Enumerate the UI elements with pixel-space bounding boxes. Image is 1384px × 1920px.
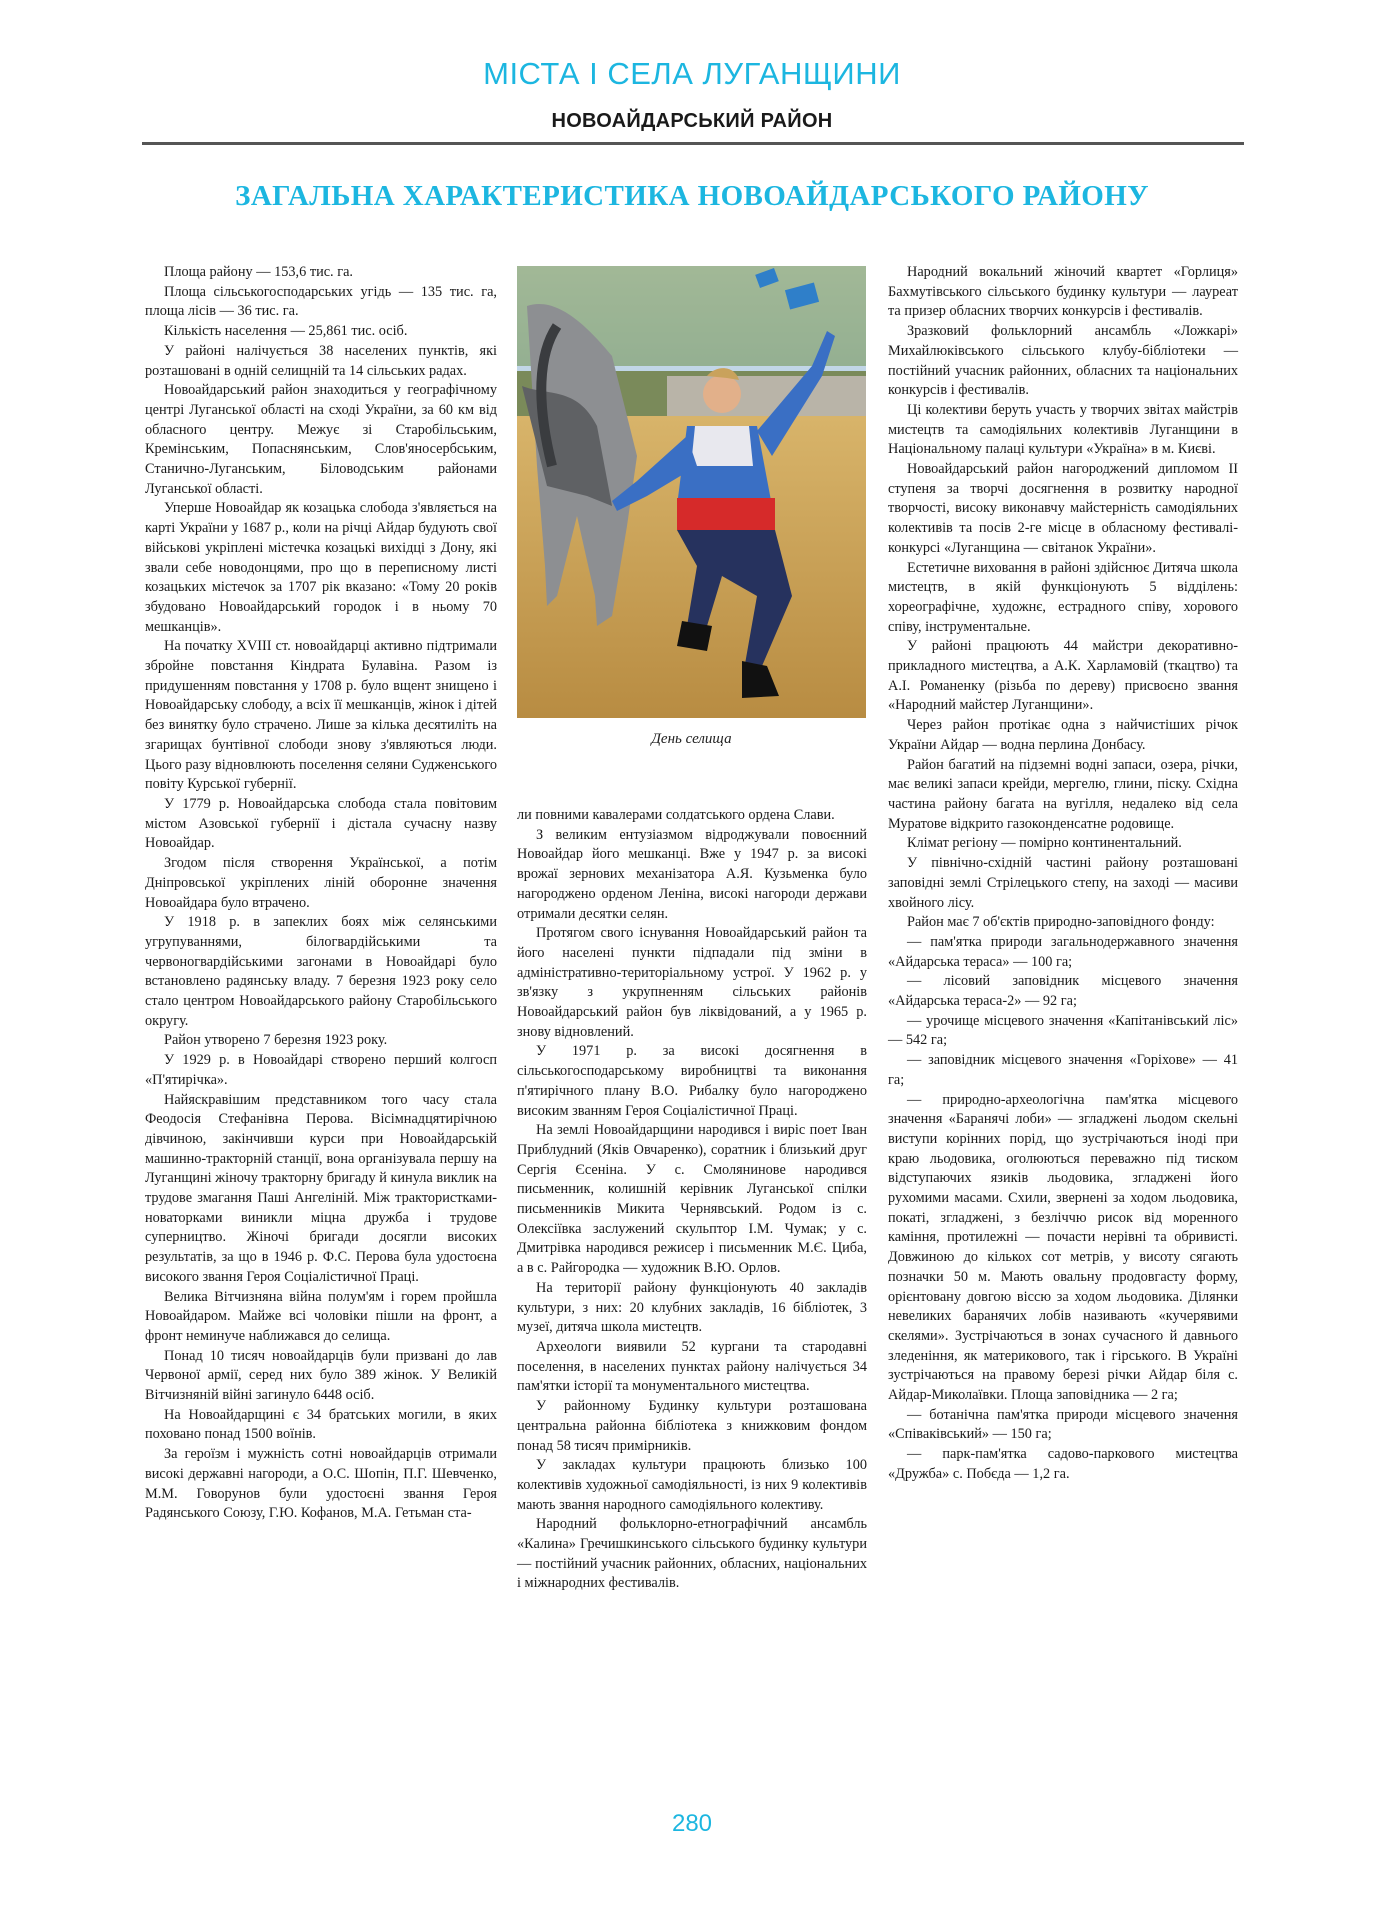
paragraph: З великим ентузіазмом відроджували повоєнний Новоайдар його мешканці. Вже у 1947 р. за високі врожаї зернових механізатора А.Я. Кузьменка було нагороджено орденом Леніна, високі нагороди держави отримали десятки селян.	[517, 826, 867, 922]
paragraph: У районі працюють 44 майстри декоративно-прикладного мистецтва, а А.К. Харламовій (ткацтво) та А.І. Романенку (різьба по дереву) присвоєно звання «Народний майстер Луганщини».	[888, 638, 1238, 714]
photo-caption: День селища	[651, 731, 732, 747]
paragraph: Народний фольклорно-етнографічний ансамбль «Калина» Гречишкинського сільського будинку культури — постійний учасник районних, обласних, національних і міжнародних фестивалів.	[517, 1516, 867, 1592]
paragraph: У закладах культури працюють близько 100 колективів художньої самодіяльності, із них 9 колективів мають звання народного самодіяльного колективу.	[517, 1457, 867, 1513]
page-number: 280	[671, 1810, 713, 1837]
paragraph: У північно-східній частині району розташовані заповідні землі Стрілецького степу, на заході — масиви хвойного лісу.	[888, 855, 1238, 911]
paragraph: Район має 7 об'єктів природно-заповідного фонду:	[907, 914, 1215, 931]
header-district: НОВОАЙДАРСЬКИЙ РАЙОН	[551, 110, 833, 132]
paragraph: Новоайдарський район знаходиться у географічному центрі Луганської області на сході України, за 60 км від обласного центру. Межує зі Старобільським, Кремінським, Попаснянським, Слов'яносербським, Станично-Луганським, Біловодським районами Луганської області.	[145, 382, 497, 497]
paragraph: На початку XVIII ст. новоайдарці активно підтримали збройне повстання Кіндрата Булавіна. Разом із придушенням повстання у 1708 р. було вщент знищено і Новоайдарську слободу, а всіх її мешканців, жінок і дітей без винятку було страчено. Лише за кілька десятиліть на згарищах бунтівної слободи знову з'являються люди. Цього разу відновлюють поселення селяни Судженського повіту Курської губернії.	[145, 638, 497, 793]
photo-horseman	[517, 266, 866, 718]
paragraph: Найяскравішим представником того часу стала Феодосія Стефанівна Перова. Вісімнадцятирічною дівчиною, закінчивши курси при Новоайдарській машинно-тракторній станції, вона організувала першу на Луганщині жіночу тракторну бригаду й кинула виклик на трудове змагання Паші Ангеліній. Між трактористками-новаторками виникли міцна дружба і трудове суперництво. Жіночі бригади досягли високих результатів, за що в 1946 р. Ф.С. Перова була удостоєна високого звання Героя Соціалістичної Праці.	[145, 1091, 497, 1285]
paragraph: Новоайдарський район нагороджений дипломом II ступеня за творчі досягнення в розвитку народної творчості, високу виконавчу майстерність самодіяльних колективів та посів 2-ге місце в обласному фестивалі-конкурсі «Луганщина — світанок України».	[888, 461, 1238, 556]
paragraph: На землі Новоайдарщини народився і виріс поет Іван Приблудний (Яків Овчаренко), соратник і близький друг Сергія Єсеніна. У с. Смолянинове народився письменник, колишній керівник Луганської спілки письменників Микита Чернявський. Родом із с. Олексіївка заслужений скульптор І.М. Чумак; у с. Дмитрівка народився режисер і письменник М.Є. Циба, а в с. Райгородка — художник В.Ю. Орлов.	[517, 1122, 867, 1277]
paragraph: — ботанічна пам'ятка природи місцевого значення «Співаківський» — 150 га;	[888, 1406, 1238, 1443]
paragraph: — пам'ятка природи загальнодержавного значення «Айдарська тераса» — 100 га;	[888, 933, 1238, 970]
paragraph: — заповідник місцевого значення «Горіхове» — 41 га;	[888, 1052, 1238, 1088]
paragraph: У 1918 р. в запеклих боях між селянськими угрупуваннями, білогвардійськими та червоногвардійськими загонами в Новоайдарі було встановлено радянську владу. 7 березня 1923 року село стало центром Новоайдарського району Старобільського округу.	[145, 914, 497, 1029]
paragraph: У 1929 р. в Новоайдарі створено перший колгосп «П'ятирічка».	[145, 1052, 497, 1088]
paragraph: Площа сільськогосподарських угідь — 135 тис. га, площа лісів — 36 тис. га.	[145, 283, 497, 320]
paragraph: Археологи виявили 52 кургани та стародавні поселення, в населених пунктах району налічується 34 пам'ятки історії та монументального мистецтва.	[517, 1338, 867, 1395]
paragraph: У 1971 р. за високі досягнення в сільськогосподарському виробництві та виконання п'ятирічного плану В.О. Рибалку було нагороджено високим званням Героя Соціалістичної Праці.	[517, 1043, 867, 1119]
paragraph: Площа району — 153,6 тис. га.	[164, 264, 353, 280]
paragraph: Протягом свого існування Новоайдарський район та його населені пункти підпадали під зміни в адміністративно-територіальному устрої. У 1962 р. у зв'язку з укрупненням сільських районів Новоайдарський район був ліквідований, а у 1965 р. знову відновлений.	[517, 925, 867, 1040]
paragraph: У 1779 р. Новоайдарська слобода стала повітовим містом Азовської губернії і дістала сучасну назву Новоайдар.	[145, 795, 497, 852]
paragraph: — урочище місцевого значення «Капітанівський ліс» — 542 га;	[888, 1012, 1238, 1049]
paragraph: Район багатий на підземні водні запаси, озера, річки, має великі запаси крейди, мергелю, глини, піску. Східна частина району багата на вугілля, недалеко від села Муратове відкрито газоконденсатне родовище.	[888, 756, 1238, 832]
paragraph: У районному Будинку культури розташована центральна районна бібліотека з книжковим фондом понад 58 тисяч примірників.	[517, 1398, 867, 1454]
paragraph: На Новоайдарщині є 34 братських могили, в яких поховано понад 1500 воїнів.	[145, 1406, 497, 1443]
paragraph: Народний вокальний жіночий квартет «Горлиця» Бахмутівського сільського будинку культури — лауреат та призер обласних творчих конкурсів і фестивалів.	[888, 264, 1238, 320]
paragraph: Понад 10 тисяч новоайдарців були призвані до лав Червоної армії, серед них було 389 жінок. У Великій Вітчизняній війні загинуло 6448 осіб.	[145, 1347, 497, 1404]
header-series: МІСТА І СЕЛА ЛУГАНЩИНИ	[483, 56, 901, 91]
paragraph: Кількість населення — 25,861 тис. осіб.	[164, 323, 408, 340]
paragraph: ли повними кавалерами солдатського ордена Слави.	[517, 807, 835, 823]
text-column-1	[145, 263, 497, 1524]
paragraph: Естетичне виховання в районі здійснює Дитяча школа мистецтв, в якій функціонують 5 відділень: хореографічне, художнє, естрадного співу, хорового співу, інструментальне.	[888, 559, 1238, 635]
text-column-3	[888, 263, 1238, 1485]
paragraph: Велика Вітчизняна війна полум'ям і горем пройшла Новоайдаром. Майже всі чоловіки пішли на фронт, а фронт неминуче наближався до селища.	[145, 1288, 497, 1344]
paragraph: На території району функціонують 40 закладів культури, з них: 20 клубних закладів, 16 бібліотек, 3 музеї, дитяча школа мистецтв.	[517, 1279, 867, 1336]
paragraph: Уперше Новоайдар як козацька слобода з'являється на карті України у 1687 р., коли на річці Айдар будують свої військові укріплені містечка козацькі вихідці з Дону, які звали себе новодонцями, про що в переписному листі козацьких містечок за 1707 рік вказано: «Тому 20 років збудовано Новоайдарський городок і в ньому 70 мешканців».	[145, 500, 497, 635]
paragraph: — лісовий заповідник місцевого значення «Айдарська тераса-2» — 92 га;	[888, 973, 1238, 1010]
paragraph: За героїзм і мужність сотні новоайдарців отримали високі державні нагороди, а О.С. Шопін, П.Г. Шевченко, М.М. Говорунов були удостоєні звання Героя Радянського Союзу, Г.Ю. Кофанов, М.А. Гетьман ста-	[145, 1446, 497, 1522]
paragraph: Зразковий фольклорний ансамбль «Ложкарі» Михайлюківського сільського клубу-бібліотеки — постійний учасник районних, обласних та національних конкурсів і фестивалів.	[888, 323, 1238, 399]
header-rule	[142, 142, 1244, 145]
paragraph: — парк-пам'ятка садово-паркового мистецтва «Дружба» с. Побєда — 1,2 га.	[888, 1446, 1238, 1482]
paragraph: Район утворено 7 березня 1923 року.	[164, 1032, 388, 1049]
paragraph: Згодом після створення Української, а потім Дніпровської укріплених ліній оборонне значення Новоайдара було втрачено.	[145, 855, 497, 911]
paragraph: — природно-археологічна пам'ятка місцевого значення «Баранячі лоби» — згладжені льодом скельні виступи корінних порід, що зустрічаються іноді при краю льодовика, оголюються переважно під тиском відступаючих язиків льодовика, згладжені його рухомими масами. Схили, звернені за ходом льодовика, покаті, згладжені, з безліччю рисок від моренного каміння, протилежні — почасти нерівні та обривисті. Довжиною до кількох сот метрів, у висоту сягають позначки 50 м. Мають овальну продовгасту форму, орієнтовану довгою віссю за ходом льодовика. Ділянки невеликих баранячих лобів називають «кучерявими скелями». Зустрічаються в зонах сучасного й давнього зледеніння, як материкового, так і гірського. В Україні зустрічаються на правому березі річки Айдар біля с. Айдар-Миколаївки. Площа заповідника — 2 га;	[888, 1091, 1238, 1404]
paragraph: У районі налічується 38 населених пунктів, які розташовані в одній селищній та 14 сільських радах.	[145, 342, 497, 379]
paragraph: Ці колективи беруть участь у творчих звітах майстрів мистецтв та самодіяльних колективів Луганщини в Національному палаці культури «Україна» в м. Києві.	[888, 401, 1238, 458]
article-title: ЗАГАЛЬНА ХАРАКТЕРИСТИКА НОВОАЙДАРСЬКОГО РАЙОНУ	[235, 180, 1149, 212]
paragraph: Через район протікає одна з найчистіших річок України Айдар — водна перлина Донбасу.	[888, 717, 1238, 753]
text-column-2	[517, 806, 867, 1594]
paragraph: Клімат регіону — помірно континентальний.	[907, 835, 1182, 852]
